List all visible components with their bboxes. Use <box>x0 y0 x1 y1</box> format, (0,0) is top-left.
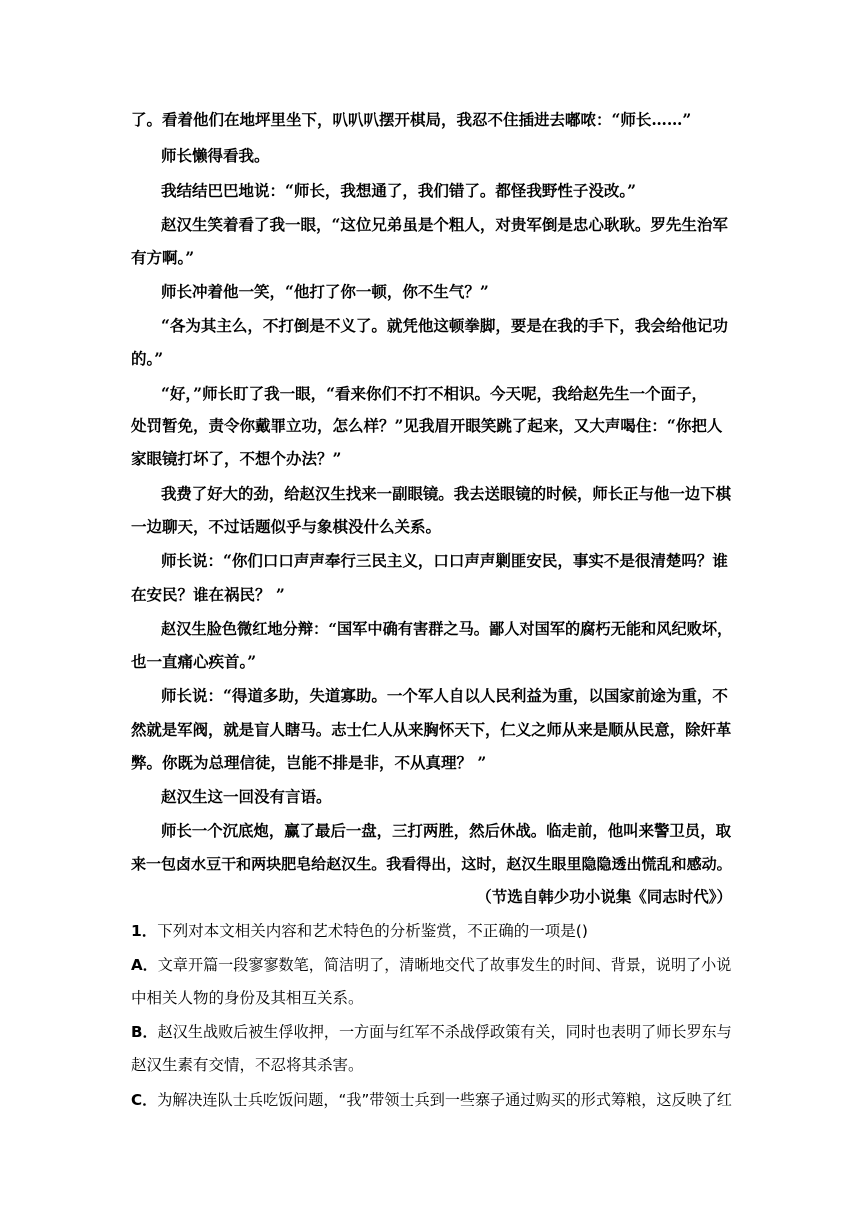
passage-line: 师长一个沉底炮，赢了最后一盘，三打两胜，然后休战。临走前，他叫来警卫员，取 <box>161 822 732 840</box>
passage-line: 弊。你既为总理信徒，岂能不排是非，不从真理？ ” <box>131 753 487 772</box>
passage-line: 赵汉生脸色微红地分辩：“国军中确有害群之马。鄙人对国军的腐朽无能和风纪败坏， <box>161 620 733 638</box>
option-b-continued: 赵汉生素有交情，不忍将其杀害。 <box>131 1056 364 1074</box>
passage-line: 我费了好大的劲，给赵汉生找来一副眼镜。我去送眼镜的时候，师长正与他一边下棋 <box>161 485 732 503</box>
option-b <box>131 1022 732 1042</box>
passage-line: 也一直痛心疾首。” <box>131 652 257 671</box>
passage-line: 来一包卤水豆干和两块肥皂给赵汉生。我看得出，这时，赵汉生眼里隐隐透出慌乱和感动。 <box>131 855 732 873</box>
passage-line: 赵汉生笑着看了我一眼，“这位兄弟虽是个粗人，对贵军倒是忠心耿耿。罗先生治军 <box>161 215 728 234</box>
option-text: 文章开篇一段寥寥数笔，简洁明了，清晰地交代了故事发生的时间、背景，说明了小说 <box>157 956 732 974</box>
passage-line: 处罚暂免，责令你戴罪立功，怎么样？”见我眉开眼笑跳了起来，又大声喝住：“你把人 <box>131 416 723 435</box>
option-a-continued: 中相关人物的身份及其相互关系。 <box>131 989 364 1007</box>
passage-line: 赵汉生这一回没有言语。 <box>161 787 332 806</box>
option-text: 赵汉生战败后被生俘收押，一方面与红军不杀战俘政策有关，同时也表明了师长罗东与 <box>157 1023 732 1041</box>
option-c <box>131 1090 732 1110</box>
passage-line: 师长懒得看我。 <box>161 146 270 165</box>
passage-line: 师长冲着他一笑，“他打了你一顿，你不生气？” <box>161 282 489 301</box>
option-label: C． <box>131 1091 158 1109</box>
question-stem <box>131 921 588 941</box>
passage-line: “各为其主么，不打倒是不义了。就凭他这顿拳脚，要是在我的手下，我会给他记功 <box>161 316 728 335</box>
passage-line: 我结结巴巴地说：“师长，我想通了，我们错了。都怪我野性子没改。” <box>161 181 637 200</box>
passage-line: 了。看着他们在地坪里坐下，叭叭叭摆开棋局，我忍不住插进去嘟哝：“师长……” <box>131 110 692 129</box>
option-label: B． <box>131 1023 158 1041</box>
passage-line: 在安民？谁在祸民？ ” <box>131 585 285 604</box>
option-label: A． <box>131 956 158 974</box>
passage-line: 有方啊。” <box>131 248 195 267</box>
question-text: 下列对本文相关内容和艺术特色的分析鉴赏，不正确的一项是() <box>157 922 588 940</box>
passage-line: “好，”师长盯了我一眼，“看来你们不打不相识。今天呢，我给赵先生一个面子， <box>161 384 707 403</box>
source-attribution: （节选自韩少功小说集《同志时代》） <box>476 887 732 906</box>
passage-line: 的。” <box>131 349 164 368</box>
passage-line: 师长说：“得道多助，失道寡助。一个军人自以人民利益为重，以国家前途为重，不 <box>161 686 728 705</box>
passage-line: 一边聊天，不过话题似乎与象棋没什么关系。 <box>131 517 442 536</box>
question-number: 1． <box>131 922 158 940</box>
option-a <box>131 955 731 975</box>
passage-line: 师长说：“你们口口声声奉行三民主义，口口声声剿匪安民，事实不是很清楚吗？谁 <box>161 551 728 570</box>
passage-line: 然就是军阀，就是盲人瞎马。志士仁人从来胸怀天下，仁义之师从来是顺从民意，除奸革 <box>131 721 732 739</box>
passage-line: 家眼镜打坏了，不想个办法？” <box>131 449 342 468</box>
option-text: 为解决连队士兵吃饭问题，“我”带领士兵到一些寨子通过购买的形式筹粮，这反映了红 <box>157 1091 732 1109</box>
